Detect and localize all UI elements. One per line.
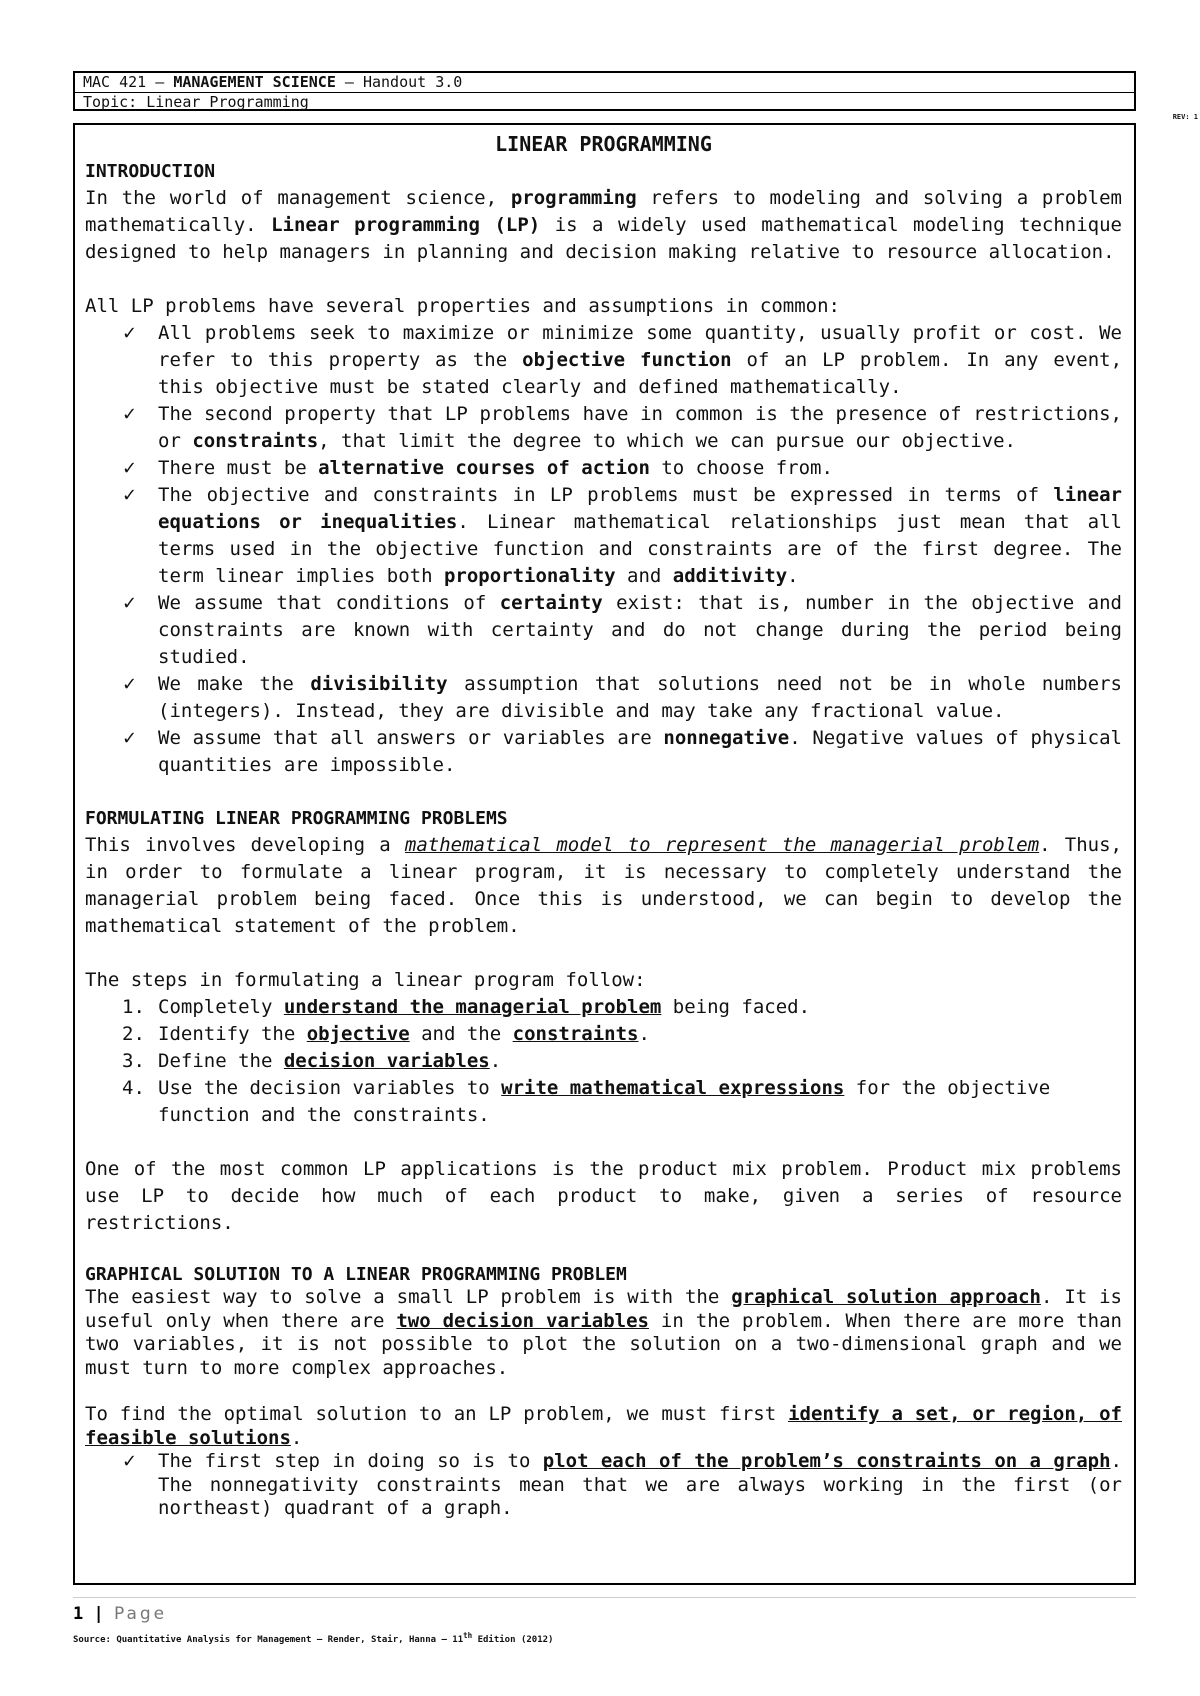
steps-list bbox=[85, 994, 1122, 1129]
checkmark-icon: ✓ bbox=[122, 485, 138, 506]
list-item: ✓ There must be alternative courses of action to choose from. bbox=[158, 455, 1122, 482]
checkmark-icon: ✓ bbox=[122, 674, 138, 695]
graphical-steps-list bbox=[85, 1450, 1122, 1521]
content-box bbox=[73, 123, 1136, 1585]
topic-line: Topic: Linear Programming bbox=[83, 93, 309, 111]
graphical-paragraph: The easiest way to solve a small LP problem is with the graphical solution approach. It is useful only when there are two decision variables in the problem. When there are more than two variables, it is not possible to plot the solution on a two-dimensional graph and we must turn to more complex approaches. bbox=[85, 1286, 1122, 1379]
list-item: ✓ We make the divisibility assumption that solutions need not be in whole numbers (integers). Instead, they are divisible and may take any fractional value. bbox=[122, 673, 1122, 722]
list-item: 4. Use the decision variables to write mathematical expressions for the objective function and the constraints. bbox=[122, 1077, 1051, 1126]
list-item: ✓ We assume that conditions of certainty exist: that is, number in the objective and constraints are known with certainty and do not change during the period being studied. bbox=[122, 592, 1122, 668]
formulating-paragraph: This involves developing a mathematical model to represent the managerial problem. Thus, in order to formulate a linear program, it is necessary to completely understand the managerial problem being faced. Once this is understood, we can begin to develop the mathematical statement of the problem. bbox=[85, 834, 1122, 937]
list-item: ✓ All problems seek to maximize or minimize some quantity, usually profit or cost. We refer to this property as the objective function of an LP problem. In any event, this objective must be stated clearly and defined mathematically. bbox=[122, 322, 1123, 398]
list-item: 2. Identify the objective and the constraints. bbox=[122, 1023, 650, 1045]
steps-intro: The steps in formulating a linear program follow: bbox=[85, 969, 646, 991]
revision-label: REV: 1 bbox=[1172, 113, 1198, 121]
list-item: ✓ The first step in doing so is to plot each of the problem’s constraints on a graph. The nonnegativity constraints mean that we are always working in the first (or northeast) quadrant of a graph. bbox=[122, 1450, 1122, 1519]
checkmark-icon: ✓ bbox=[122, 728, 138, 749]
list-item: ✓ We assume that all answers or variables are nonnegative. Negative values of physical quantities are impossible. bbox=[122, 727, 1122, 776]
page-number: 1 | Page bbox=[73, 1604, 168, 1624]
section-heading-formulating: FORMULATING LINEAR PROGRAMMING PROBLEMS bbox=[85, 808, 508, 829]
checkmark-icon: ✓ bbox=[122, 593, 138, 614]
feasible-region-paragraph: To find the optimal solution to an LP problem, we must first identify a set, or region, of feasible solutions. bbox=[85, 1403, 1122, 1449]
properties-intro: All LP problems have several properties and assumptions in common: bbox=[85, 295, 840, 317]
handout-number: – Handout 3.0 bbox=[335, 73, 463, 91]
course-name: MANAGEMENT SCIENCE bbox=[173, 73, 336, 91]
checkmark-icon: ✓ bbox=[122, 458, 138, 479]
footer-divider bbox=[73, 1597, 1136, 1598]
course-line bbox=[75, 73, 1134, 93]
properties-list bbox=[85, 320, 1122, 779]
checkmark-icon: ✓ bbox=[122, 323, 138, 344]
checkmark-icon: ✓ bbox=[122, 1451, 138, 1472]
product-mix-paragraph: One of the most common LP applications is the product mix problem. Product mix problems use LP to decide how much of each product to make, given a series of resource restrictions. bbox=[85, 1158, 1122, 1234]
course-code: MAC 421 – bbox=[83, 73, 174, 91]
list-item: 3. Define the decision variables. bbox=[122, 1050, 502, 1072]
source-citation: Source: Quantitative Analysis for Management – Render, Stair, Hanna – 11th Edition (2012) bbox=[73, 1631, 554, 1645]
list-item: 1. Completely understand the managerial problem being faced. bbox=[122, 996, 811, 1018]
page-title: LINEAR PROGRAMMING bbox=[495, 132, 712, 156]
handout-header bbox=[73, 71, 1136, 111]
section-heading-graphical: GRAPHICAL SOLUTION TO A LINEAR PROGRAMMING PROBLEM bbox=[85, 1264, 627, 1285]
intro-paragraph: In the world of management science, programming refers to modeling and solving a problem mathematically. Linear programming (LP) is a widely used mathematical modeling technique designed to help managers in planning and decision making relative to resource allocation. bbox=[85, 187, 1122, 263]
list-item: ✓ The objective and constraints in LP problems must be expressed in terms of linear equations or inequalities. Linear mathematical relationships just mean that all terms used in the objective function and constraints are of the first degree. The term linear implies both proportionality and additivity. bbox=[122, 484, 1122, 587]
section-heading-introduction: INTRODUCTION bbox=[85, 161, 216, 182]
list-item: ✓ The second property that LP problems have in common is the presence of restrictions, or constraints, that limit the degree to which we can pursue our objective. bbox=[122, 403, 1122, 452]
checkmark-icon: ✓ bbox=[122, 404, 138, 425]
